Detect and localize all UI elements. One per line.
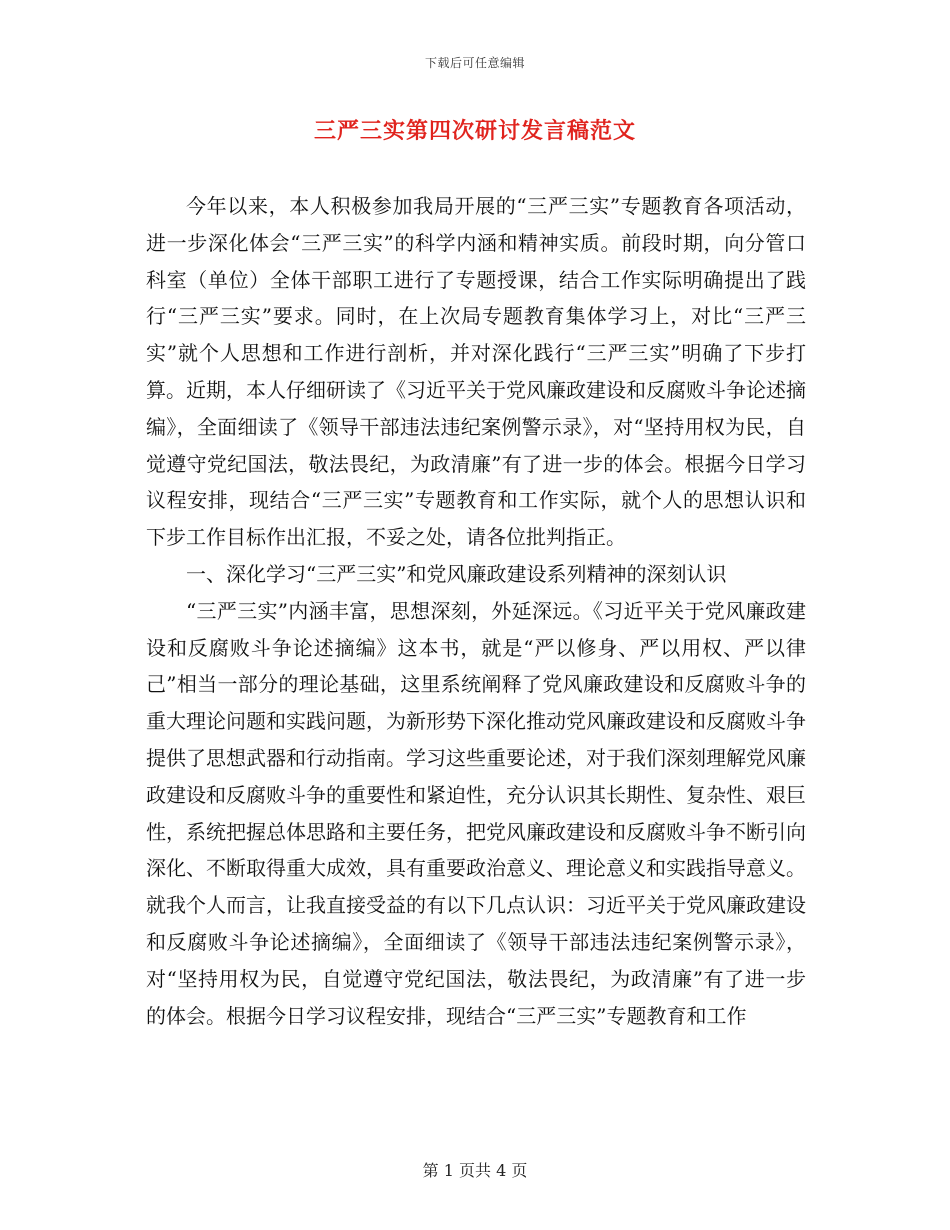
document-title: 三严三实第四次研讨发言稿范文 (313, 118, 636, 144)
document-body (146, 188, 806, 1034)
page-number-footer: 第 1 页共 4 页 (422, 1161, 528, 1180)
header-note: 下载后可任意编辑 (424, 56, 525, 70)
section-heading-1: 一、深化学习“三严三实”和党风廉政建设系列精神的深刻认识 (186, 561, 727, 586)
paragraph-section-1: “三严三实”内涵丰富，思想深刻，外延深远。《习近平关于党风廉政建设和反腐败斗争论述摘编》这本书，就是“严以修身、严以用权、严以律己”相当一部分的理论基础，这里系统阐释了党风廉政建设和反腐败斗争的重大理论问题和实践问题，为新形势下深化推动党风廉政建设和反腐败斗争提供了思想武器和行动指南。学习这些重要论述，对于我们深刻理解党风廉政建设和反腐败斗争的重要性和紧迫性，充分认识其长期性、复杂性、艰巨性，系统把握总体思路和主要任务，把党风廉政建设和反腐败斗争不断引向深化、不断取得重大成效，具有重要政治意义、理论意义和实践指导意义。就我个人而言，让我直接受益的有以下几点认识：习近平关于党风廉政建设和反腐败斗争论述摘编》，全面细读了《领导干部违法违纪案例警示录》，对“坚持用权为民，自觉遵守党纪国法，敬法畏纪，为政清廉”有了进一步的体会。根据今日学习议程安排，现结合“三严三实”专题教育和工作 (146, 598, 806, 1028)
paragraph-intro: 今年以来，本人积极参加我局开展的“三严三实”专题教育各项活动，进一步深化体会“三严三实”的科学内涵和精神实质。前段时期，向分管口科室（单位）全体干部职工进行了专题授课，结合工作实际明确提出了践行“三严三实”要求。同时，在上次局专题教育集体学习上，对比“三严三实”就个人思想和工作进行剖析，并对深化践行“三严三实”明确了下步打算。近期，本人仔细研读了《习近平关于党风廉政建设和反腐败斗争论述摘编》，全面细读了《领导干部违法违纪案例警示录》，对“坚持用权为民，自觉遵守党纪国法，敬法畏纪，为政清廉”有了进一步的体会。根据今日学习议程安排，现结合“三严三实”专题教育和工作实际，就个人的思想认识和下步工作目标作出汇报，不妥之处，请各位批判指正。 (146, 194, 806, 550)
